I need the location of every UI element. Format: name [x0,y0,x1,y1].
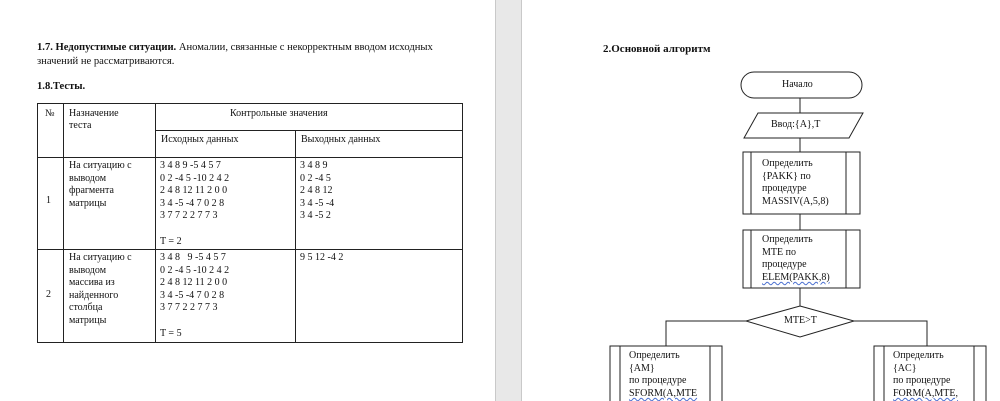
row2-input: 3 4 8 9 -5 4 5 7 0 2 -4 5 -10 2 4 2 2 4 8 12 11 2 0 0 3 4 -5 -4 7 0 2 8 3 7 7 2 2 7 7 3 T = 5 [160,252,230,339]
page-gutter [497,0,520,401]
row1-input: 3 4 8 9 -5 4 5 7 0 2 -4 5 -10 2 4 2 2 4 8 12 11 2 0 0 3 4 -5 -4 7 0 2 8 3 7 7 2 2 7 7 3 T = 2 [160,160,230,247]
table-divider [38,249,462,250]
table-divider [38,157,462,158]
section-1-7-heading: 1.7. Недопустимые ситуации. [37,42,177,53]
process-sform-call: SFORM(A,MTE [629,388,698,399]
decision-label: MTE>T [784,315,817,326]
table-divider [155,130,462,131]
table-divider [155,104,156,342]
header-purpose-line2: теста [69,120,92,131]
document-page-right [521,0,1000,401]
section-1-7-text-line2: значений не рассматриваются. [37,56,175,67]
process-massiv-label: Определить {PAKK} по процедуре MASSIV(A,5,8) [762,158,829,207]
start-label: Начало [782,79,813,90]
header-control-values: Контрольные значения [230,108,328,119]
header-purpose-line1: Назначение [69,108,119,119]
row1-purpose: На ситуацию с выводом фрагмента матрицы [69,160,132,209]
header-output-data: Выходных данных [301,134,381,145]
section-1-7-text-line1: Аномалии, связанные с некорректным вводом исходных [176,42,433,53]
tests-table [37,103,463,343]
row1-output: 3 4 8 9 0 2 -4 5 2 4 8 12 3 4 -5 -4 3 4 -5 2 [300,160,335,222]
section-1-8-heading: 1.8.Тесты. [37,81,86,92]
row2-output: 9 5 12 -4 2 [300,252,344,263]
process-sform-label: Определить {AM} по процедуре [629,350,687,387]
process-elem-label: Определить MTE по процедуре [762,234,813,271]
process-elem-call: ELEM(PAKK,8) [762,272,830,283]
main-algorithm-heading: 2.Основной алгоритм [603,43,711,55]
row1-number: 1 [46,195,51,206]
table-divider [63,104,64,342]
flow-connector-left [666,321,746,346]
input-label: Ввод:{A},T [771,119,821,130]
table-divider [295,130,296,342]
header-input-data: Исходных данных [161,134,239,145]
document-page-left [0,0,496,401]
row2-number: 2 [46,289,51,300]
flow-connector-right [854,321,927,346]
header-number: № [45,108,55,119]
row2-purpose: На ситуацию с выводом массива из найденного столбца матрицы [69,252,132,326]
flowchart [522,0,1000,401]
process-form-call: FORM(A,MTE, [893,388,959,399]
process-form-label: Определить {AC} по процедуре [893,350,951,387]
section-1-7-paragraph [37,41,477,69]
